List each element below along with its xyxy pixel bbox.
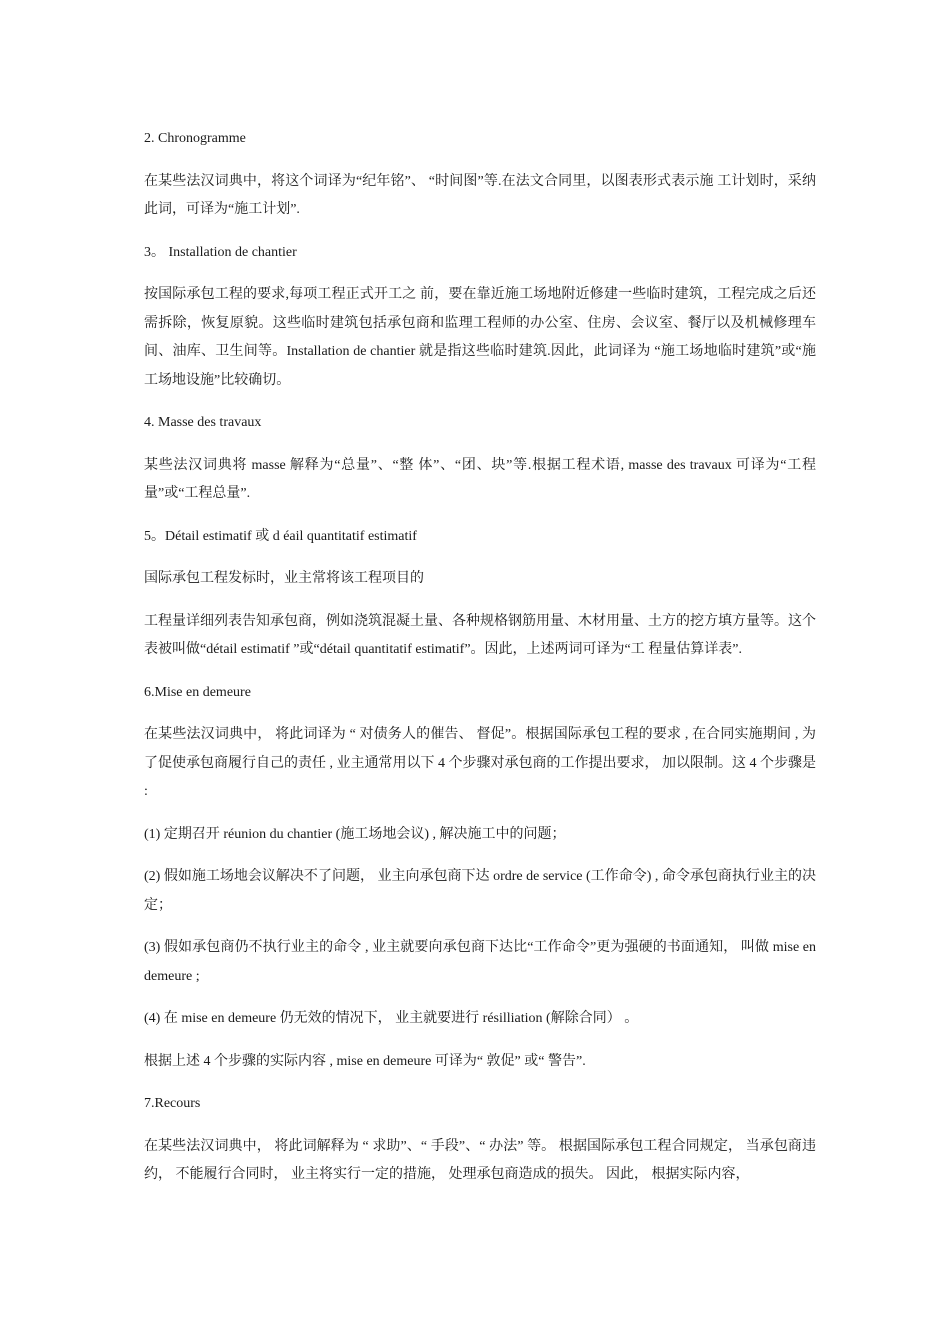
section-heading-masse: 4. Masse des travaux [144, 415, 262, 430]
list-item-step-4: (4) 在 mise en demeure 仍无效的情况下， 业主就要进行 résilliation (解除合同） 。 [144, 1011, 639, 1026]
paragraph-installation: 按国际承包工程的要求,每项工程正式开工之 前，要在靠近施工场地附近修建一些临时建筑，工程完成之后还需拆除，恢复原貌。这些临时建筑包括承包商和监理工程师的办公室、住房、会议室、餐厅以及机械修理车间、油库、卫生间等。Installation de chantier 就是指这些临时建筑.因此，此词译为 “施工场地临时建筑”或“施工场地设施”比较确切。 [144, 287, 816, 388]
paragraph-mise-conclusion: 根据上述 4 个步骤的实际内容 , mise en demeure 可译为“ 敦促” 或“ 警告”. [144, 1053, 586, 1069]
paragraph-chronogramme: 在某些法汉词典中，将这个词译为“纪年铭”、 “时间图”等.在法文合同里，以图表形式表示施 工计划时，采纳此词，可译为“施工计划”. [144, 173, 816, 217]
list-item-step-2: (2) 假如施工场地会议解决不了问题， 业主向承包商下达 ordre de service (工作命令) , 命令承包商执行业主的决定； [144, 869, 816, 913]
paragraph-mise-en-demeure: 在某些法汉词典中， 将此词译为 “ 对债务人的催告、 督促”。根据国际承包工程的要求 , 在合同实施期间 , 为了促使承包商履行自己的责任 , 业主通常用以下 4 个步骤对承包商的工作提出要求， 加以限制。这 4 个步骤是 : [144, 727, 816, 799]
section-heading-chronogramme: 2. Chronogramme [144, 131, 246, 146]
document-page [144, 125, 816, 1204]
list-item-step-1: (1) 定期召开 réunion du chantier (施工场地会议) , 解决施工中的问题； [144, 826, 566, 842]
paragraph-detail-body: 工程量详细列表告知承包商，例如浇筑混凝土量、各种规格钢筋用量、木材用量、土方的挖方填方量等。这个表被叫做“détail estimatif ”或“détail quantitatif estimatif”。因此，上述两词可译为“工 程量估算详表”. [144, 613, 816, 657]
paragraph-masse: 某些法汉词典将 masse 解释为“总量”、“整 体”、“团、块”等.根据工程术语, masse des travaux 可译为“工程量”或“工程总量”. [144, 457, 816, 501]
section-heading-installation: 3。 Installation de chantier [144, 244, 297, 260]
section-heading-recours: 7.Recours [144, 1096, 201, 1111]
paragraph-recours: 在某些法汉词典中， 将此词解释为 “ 求助”、“ 手段”、“ 办法” 等。 根据国际承包工程合同规定， 当承包商违约， 不能履行合同时， 业主将实行一定的措施， 处理承包商造成的损失。 因此， 根据实际内容， [144, 1138, 816, 1182]
section-heading-mise-en-demeure: 6.Mise en demeure [144, 684, 251, 700]
section-heading-detail-estimatif: 5。Détail estimatif 或 d éail quantitatif estimatif [144, 528, 417, 544]
list-item-step-3: (3) 假如承包商仍不执行业主的命令 , 业主就要向承包商下达比“工作命令”更为强硬的书面通知， 叫做 mise en demeure ; [144, 940, 816, 984]
paragraph-detail-intro: 国际承包工程发标时，业主常将该工程项目的 [144, 571, 424, 586]
